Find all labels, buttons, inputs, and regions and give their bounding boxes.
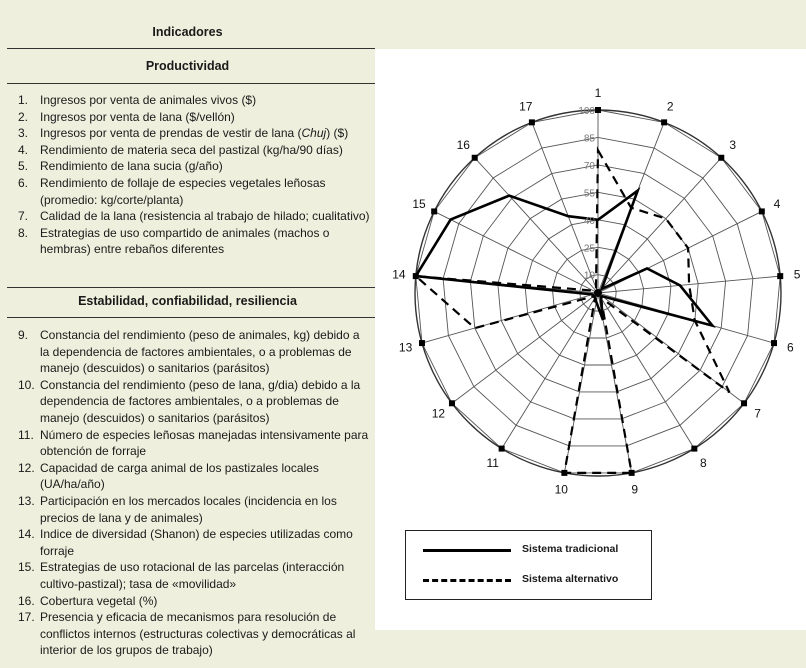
list-item: 17. Presencia y eficacia de mecanismos para resolución de conflictos internos (estructuras colectivas y democráticas al interior de los grupos de trabajo)	[18, 610, 356, 658]
ring-label: 55	[583, 188, 595, 200]
section-title-productividad: Productividad	[145, 59, 230, 73]
axis-label: 11	[486, 456, 499, 470]
list-item: 6. Rendimiento de follaje de especies vegetales leñosas (promedio: kg/corte/planta)	[18, 175, 326, 207]
list-item: 11. Número de especies leñosas manejadas intensivamente para obtención de forraje	[18, 427, 369, 459]
section-title-estabilidad: Estabilidad, confiabilidad, resiliencia	[78, 294, 297, 308]
axis-label: 9	[631, 482, 639, 497]
chart-legend	[405, 530, 652, 600]
axis-marker	[691, 446, 697, 452]
axis-label: 6	[787, 340, 794, 355]
list-item: 10. Constancia del rendimiento (peso de lana, g/dia) debido a la dependencia de factores ambientales, o a problemas de manejo (descuidos) o sanitarios (parásitos)	[18, 377, 361, 425]
axis-label: 16	[456, 138, 470, 153]
axis-label: 13	[398, 340, 413, 355]
axis-marker	[431, 208, 437, 214]
axis-label: 7	[754, 406, 761, 421]
axis-label: 12	[431, 406, 446, 421]
series-line-alternativo	[416, 150, 730, 473]
axis-marker	[771, 340, 777, 346]
list-item: 4. Rendimiento de materia seca del pastizal (kg/ha/90 días)	[18, 142, 343, 157]
list-item: 14. Indice de diversidad (Shanon) de especies utilizadas como forraje	[18, 527, 353, 558]
list-item: 2. Ingresos por venta de lana ($/vellón)	[18, 109, 235, 124]
ring-label: 25	[583, 243, 595, 255]
legend-label: Sistema tradicional	[522, 543, 619, 555]
axis-marker	[741, 400, 747, 406]
axis-label: 4	[773, 196, 781, 211]
axis-label: 1	[594, 86, 602, 100]
axis-marker	[595, 107, 601, 113]
ring-label: 85	[583, 133, 595, 145]
table-header: Indicadores	[152, 25, 223, 39]
list-item: 15. Estrategias de uso rotacional de las parcelas (interacción cultivo-pastizal); tasa de «movilidad»	[18, 560, 345, 591]
divider	[7, 287, 375, 288]
center-point	[594, 289, 602, 297]
ring-label: 70	[583, 160, 595, 172]
list-item: 7. Calidad de la lana (resistencia al trabajo de hilado; cualitativo)	[18, 209, 370, 224]
axis-label: 5	[793, 267, 801, 282]
radar-series	[416, 150, 730, 473]
list-item: 5. Rendimiento de lana sucia (g/año)	[18, 159, 223, 174]
axis-label: 2	[666, 99, 674, 114]
list-item: 12. Capacidad de carga animal de los pastizales locales (UA/ha/año)	[18, 460, 319, 492]
list-item: 16. Cobertura vegetal (%)	[18, 593, 158, 608]
spoke	[452, 293, 598, 403]
productividad-list	[0, 92, 375, 258]
legend-label: Sistema alternativo	[522, 573, 619, 585]
spoke	[598, 158, 721, 293]
axis-marker	[472, 155, 478, 161]
ring-label: 10	[583, 270, 595, 282]
legend-dashed-line	[423, 579, 511, 582]
list-item: 13. Participación en los mercados locales (incidencia en los precios de lana y de animales)	[18, 493, 337, 525]
axis-marker	[449, 400, 455, 406]
list-item: 1. Ingresos por venta de animales vivos ($)	[18, 93, 257, 107]
ring-label: 100	[578, 106, 595, 117]
axis-label: 10	[554, 482, 568, 497]
ring-label: 40	[583, 215, 595, 227]
axis-marker	[499, 446, 505, 452]
axis-marker	[777, 273, 783, 279]
axis-marker	[718, 155, 724, 161]
list-item: 9. Constancia del rendimiento (peso de animales, kg) debido a la dependencia de factores ambientales, o a problemas de manejo (descuidos) o sanitarios (parásitos)	[18, 328, 360, 376]
divider	[7, 317, 375, 318]
legend-item-alternativo	[406, 572, 651, 588]
list-item: 3. Ingresos por venta de prendas de vestir de lana (Chuj) ($)	[18, 126, 349, 141]
divider	[7, 48, 375, 49]
axis-label: 15	[412, 196, 426, 211]
axis-label: 17	[519, 99, 533, 114]
axis-marker	[759, 208, 765, 214]
axis-marker	[419, 340, 425, 346]
axis-label: 14	[392, 267, 406, 282]
axis-label: 8	[699, 456, 707, 470]
axis-marker	[661, 119, 667, 125]
legend-solid-line	[423, 549, 511, 552]
spoke	[475, 158, 598, 293]
axis-marker	[529, 119, 535, 125]
estabilidad-list	[0, 327, 375, 659]
legend-item-tradicional	[406, 542, 651, 558]
axis-label: 3	[729, 138, 737, 153]
list-item: 8. Estrategias de uso compartido de animales (machos o hembras) entre rebaños diferentes	[18, 225, 330, 257]
divider	[7, 83, 375, 84]
